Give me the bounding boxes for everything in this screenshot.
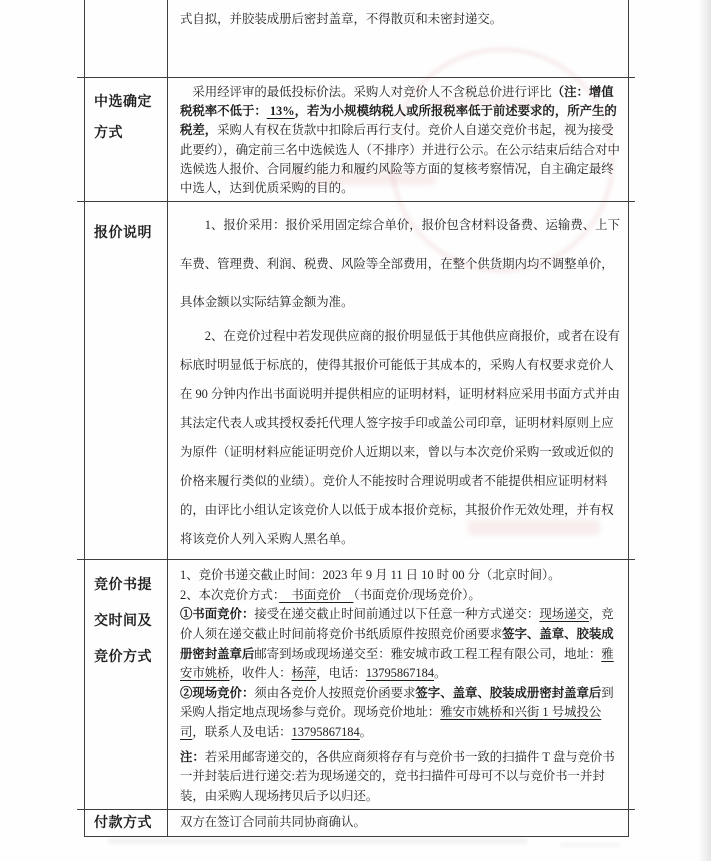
text-run: ，竞价人须在递交截止时间前将竞价书纸质原件按照竞价函要求 bbox=[180, 607, 614, 641]
text-run: 若采用邮寄递交的，各供应商须将存有与竞价书一致的扫描件 T 盘与竞价书一并封装后进行递交:若为现场递交的，竞书扫描件可母可不以与竞价书一并封装，由采购人现场拷贝后予以归还。 bbox=[180, 749, 615, 803]
text-run: ①书面竞价： bbox=[180, 607, 255, 622]
text-run: 式自拟，并胶装成册后密封盖章，不得散页和未密封递交。 bbox=[180, 12, 503, 26]
text-run: 接受在递交截止时间前通过以下任意一种方式递交： bbox=[254, 607, 540, 622]
scan-noise-streak bbox=[560, 843, 620, 847]
table-row-submission bbox=[85, 559, 628, 809]
paragraph bbox=[180, 566, 620, 586]
text-run: 双方在签订合同前共同协商确认。 bbox=[180, 815, 366, 830]
terms-table bbox=[84, 0, 629, 837]
paragraph bbox=[180, 748, 620, 807]
paragraph bbox=[180, 83, 620, 198]
text-run: 1、竞价书递交截止时间：2023 年 9 月 11 日 10 时 00 分（北京时间）。 bbox=[180, 568, 561, 583]
text-run: 到采购人指定地点现场参与竞价。现场竞价地址： bbox=[180, 685, 614, 720]
text-run: ，收件人： bbox=[229, 666, 292, 681]
table-row-quote-notes bbox=[85, 201, 628, 559]
paragraph bbox=[180, 684, 620, 743]
text-run: 注： bbox=[180, 749, 205, 764]
row-label-quote-notes: 报价说明 bbox=[94, 226, 152, 242]
text-run: 须由各竞价人按照竞价函要求 bbox=[254, 685, 416, 700]
row-content-continuation bbox=[167, 0, 628, 77]
row-content-submission bbox=[167, 560, 628, 809]
row-label-selection-method: 中选确定方式 bbox=[94, 95, 152, 141]
paragraph bbox=[180, 813, 620, 832]
text-run: ，若为小规模纳税人或所报税率低于前述要求的，所产生的税差， bbox=[180, 104, 617, 138]
text-run: 13% bbox=[266, 104, 295, 119]
text-run: 13795867184 bbox=[365, 666, 435, 681]
text-run: 采购人有权在货款中扣除后再行支付。竞价人自递交竞价书起，视为接受此要约），确定前三名中选候选人（不排序）并进行公示。在公示结束后结合对中选候选人报价、合同履约能力和履约风险等方面的复核考察情况，自主确定最终中选人，达到优质采购的目的。 bbox=[180, 123, 620, 196]
table-row-payment bbox=[85, 809, 628, 836]
text-run: 签字、盖章、胶装成册密封盖章后 bbox=[415, 685, 602, 700]
text-run: 2、在竞价过程中若发现供应商的报价明显低于其他供应商报价，或者在设有标底时明显低于标底的，使得其报价可能低于其成本的，采购人有权要求竞价人在 90 分钟内作出书面说明并提供相应的证明材料，证明材料应采用书面方式并由其法定代表人或其授权委托代理人签字按手印或盖公司印章，证明材料原则上应为原件（证明材料应能证明竞价人近期以来，曾以与本次竞价采购一致或近似的价格来履行类似的业绩）。竞价人不能按时合理说明或者不能提供相应证明材料的，由评比小组认定该竞价人以低于成本报价竞标，其报价作无效处理，并有权将该竞价人列入采购人黑名单。 bbox=[180, 328, 620, 546]
paragraph bbox=[180, 605, 620, 683]
paragraph bbox=[180, 10, 620, 29]
text-run: 。 bbox=[359, 724, 373, 739]
text-run: 现场递交 bbox=[539, 607, 589, 622]
text-run: ，电话： bbox=[316, 666, 366, 681]
row-label-payment: 付款方式 bbox=[94, 816, 152, 832]
text-run: （书面竞价/现场竞价）。 bbox=[353, 587, 481, 602]
text-run: ②现场竞价： bbox=[180, 685, 255, 700]
text-run: 雅安市姚桥 bbox=[180, 646, 614, 681]
text-run: 邮寄到场或现场递交至：雅安城市政工程工程有限公司，地址： bbox=[254, 646, 602, 661]
row-content-payment bbox=[167, 810, 628, 836]
paragraph bbox=[180, 322, 620, 554]
paragraph bbox=[180, 586, 620, 606]
paragraph bbox=[180, 206, 620, 322]
text-run: 采用经评审的最低投标价法。采购人对竞价人不含税总价进行评比 bbox=[192, 85, 552, 99]
text-run: 13795867184 bbox=[291, 724, 360, 739]
table-row-continuation bbox=[85, 0, 628, 77]
text-run: （注：增值税税率不低于： bbox=[180, 85, 614, 119]
row-label-continuation bbox=[85, 0, 167, 77]
text-run: 雅安市姚桥和兴街 1 号城投公司 bbox=[180, 705, 602, 739]
text-run: 杨萍 bbox=[291, 666, 317, 681]
page-edge-shadow bbox=[698, 0, 711, 861]
text-run: 签字、盖章、胶装成册密封盖章后 bbox=[180, 627, 614, 661]
row-label-submission: 竞价书提交时间及竞价方式 bbox=[94, 578, 152, 666]
text-run: 。 bbox=[434, 666, 447, 681]
row-content-selection-method bbox=[167, 78, 628, 201]
scan-noise-streak bbox=[108, 838, 528, 844]
text-run: 1、报价采用：报价采用固定综合单价，报价包含材料设备费、运输费、上下车费、管理费、利润、税费、风险等全部费用，在整个供货期内均不调整单价，具体金额以实际结算金额为准。 bbox=[180, 218, 620, 310]
table-row-selection-method bbox=[85, 77, 628, 201]
row-content-quote-notes bbox=[167, 202, 628, 559]
text-run: 书面竞价 bbox=[279, 587, 354, 602]
text-run: ，联系人及电话： bbox=[192, 724, 292, 739]
text-run: 2、本次竞价方式： bbox=[180, 587, 280, 602]
